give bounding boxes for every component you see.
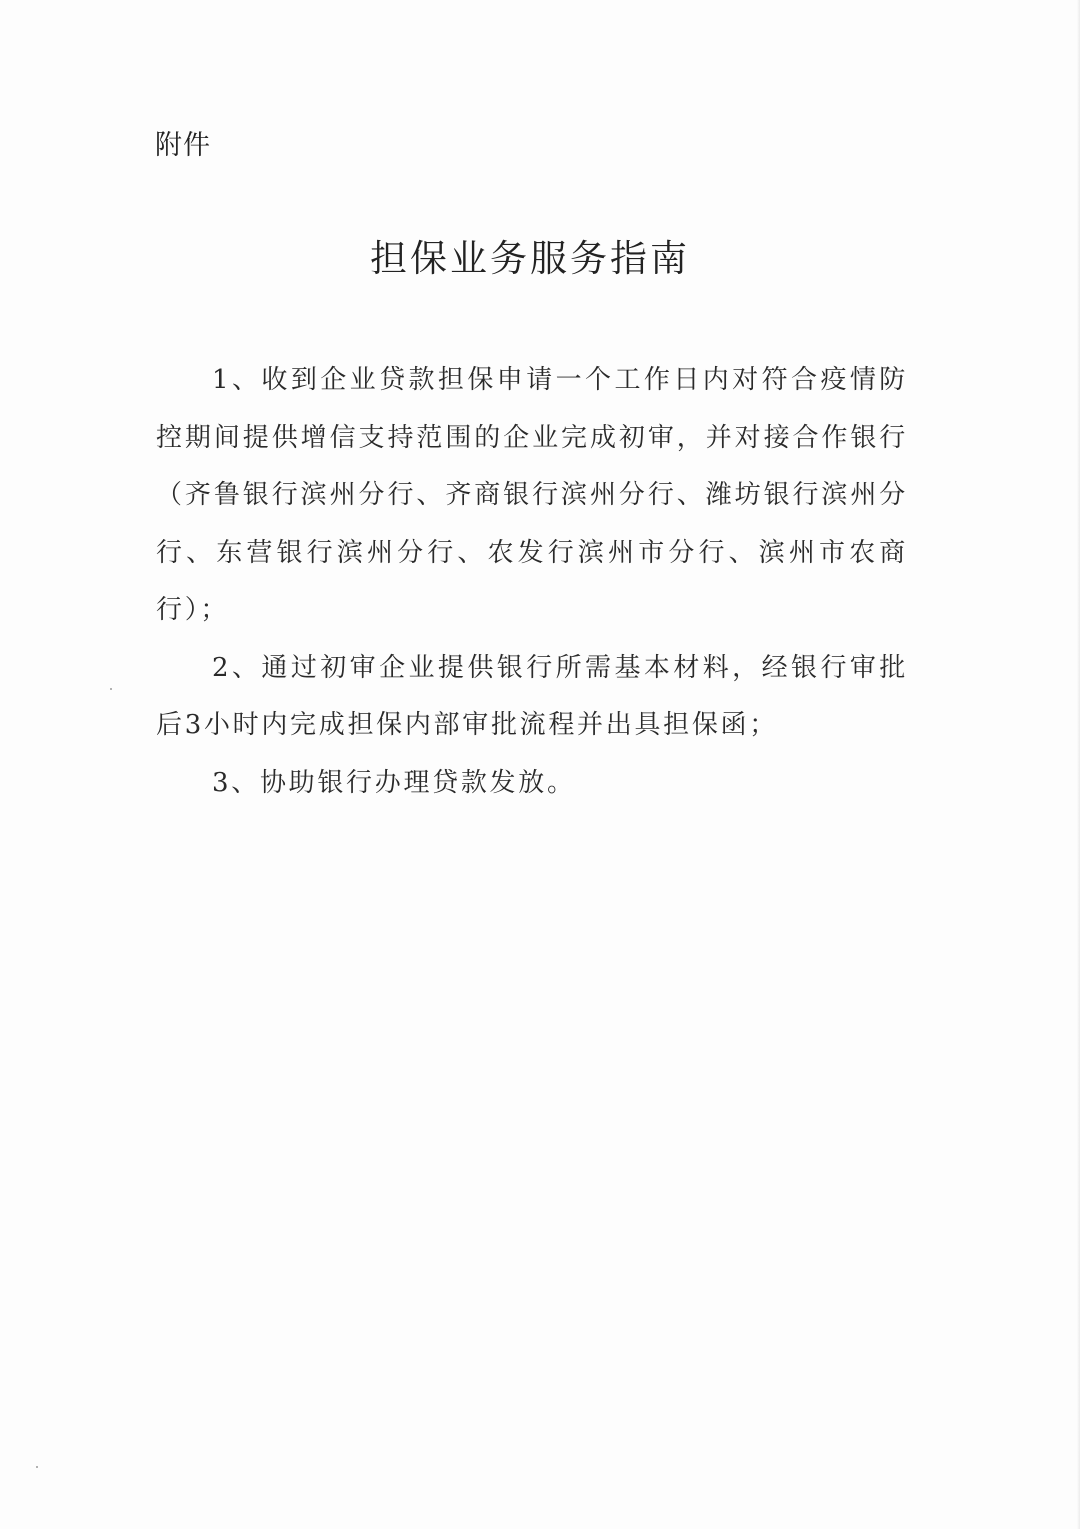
attachment-label: 附件 xyxy=(155,130,211,161)
paragraph-1: 1、收到企业贷款担保申请一个工作日内对符合疫情防控期间提供增信支持范围的企业完成初审，并对接合作银行（齐鲁银行滨州分行、齐商银行滨州分行、潍坊银行滨州分行、东营银行滨州分行、农发行滨州市分行、滨州市农商行）； xyxy=(156,365,908,625)
scan-speck xyxy=(36,1466,38,1468)
paragraph-3: 3、协助银行办理贷款发放。 xyxy=(212,767,576,798)
scan-speck xyxy=(110,688,112,690)
document-title: 担保业务服务指南 xyxy=(370,237,690,280)
document-body xyxy=(156,352,908,812)
paragraph-2: 2、通过初审企业提供银行所需基本材料，经银行审批后3小时内完成担保内部审批流程并出具担保函； xyxy=(156,652,908,740)
